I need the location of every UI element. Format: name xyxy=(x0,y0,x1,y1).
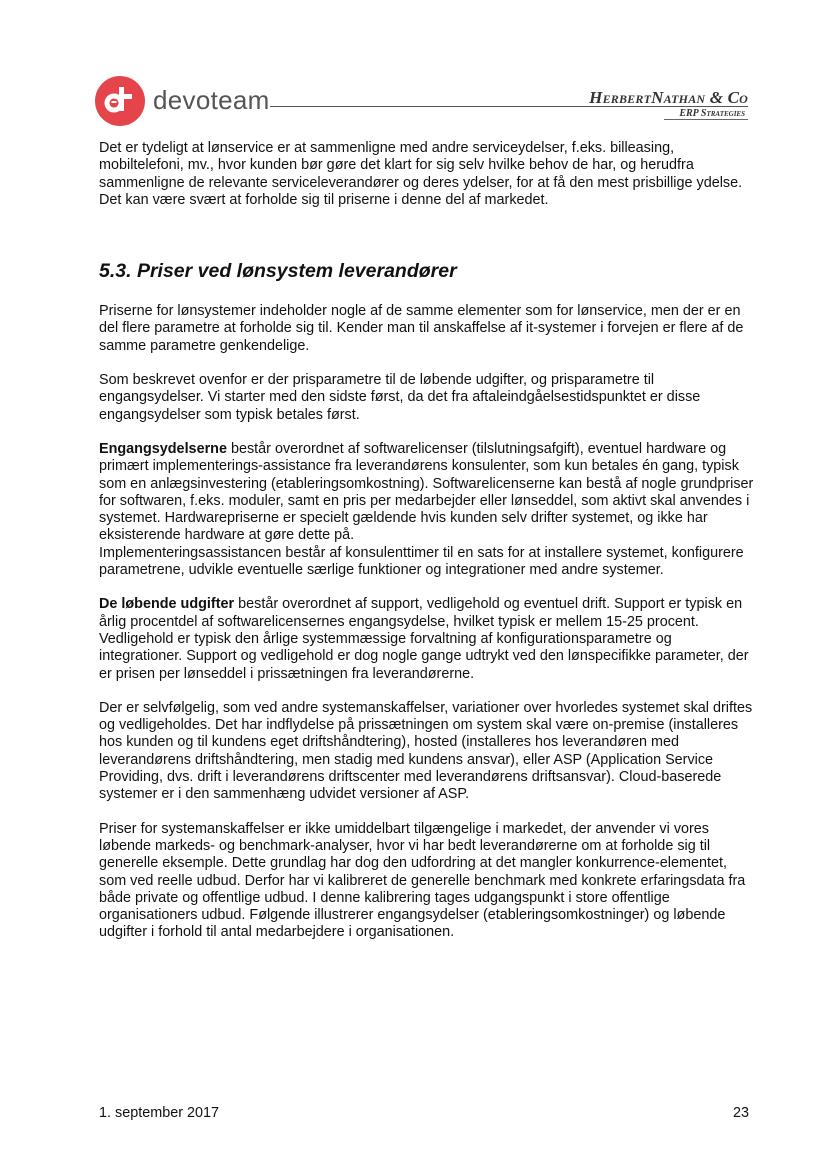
page-number: 23 xyxy=(732,1105,749,1121)
paragraph-3-text: består overordnet af softwarelicenser (tilslutningsafgift), eventuel hardware og primært implementerings-assistance fra leverandørens konsulenter, som kun betales én gang, typisk som en anlægsinvestering (etableringsomkostning). Softwarelicenserne kan bestå af nogle grundpriser for softwaren, f.eks. moduler, samt en pris per medarbejder eller lønseddel, som aktivt skal anvendes i systemet. Hardwarepriserne er specielt gældende hvis kunden selv drifter systemet, og ikke har eksisterende hardware at gøre dette på. xyxy=(99,440,754,544)
paragraph-3-text-2: Implementeringsassistancen består af konsulenttimer til en sats for at installere systemet, konfigurere parametrene, udvikle eventuelle særlige funktioner og integrationer med andre systemer. xyxy=(99,544,744,579)
paragraph-6: Priser for systemanskaffelser er ikke umiddelbart tilgængelige i markedet, der anvender vi vores løbende markeds- og benchmark-analyser, hvor vi har bedt leverandørerne om at forholde sig til generelle eksemple. Dette grundlag har dog den udfordring at det mangler konkurrence-elementet, som ved reelle udbud. Derfor har vi kalibreret de generelle benchmark med konkrete erfaringsdata fra både private og offentlige udbud. I denne kalibrering tages udgangspunkt i store offentlige organisationers udbud. Følgende illustrerer engangsydelser (etableringsomkostninger) og løbende udgifter i forhold til antal medarbejdere i organisationen. xyxy=(99,820,746,941)
paragraph-2: Som beskrevet ovenfor er der prisparametre til de løbende udgifter, og prisparametre til engangsydelser. Vi starter med den sidste først, da det fra aftaleindgåelsestidspunktet er disse engangsydelser som typisk betales først. xyxy=(99,372,701,423)
partner-logo-subtitle: ERP Strategies xyxy=(679,108,745,119)
page-body xyxy=(99,140,754,959)
paragraph-4 xyxy=(99,596,754,682)
paragraph-5: Der er selvfølgelig, som ved andre systemanskaffelser, variationer over hvorledes systemet skal driftes og vedligeholdes. Det har indflydelse på prissætningen om system skal være on-premise (installeres hos kunden og til kundens eget driftshåndtering), hosted (installeres hos leverandøren med leverandørens driftshåndtering, men stadig med kundens ansvar), eller ASP (Application Service Providing, dvs. drift i leverandørens driftscenter med leverandørens driftsansvar). Cloud-baserede systemer er i den sammenhæng udvidet versioner af ASP. xyxy=(99,699,753,803)
section-heading: 5.3. Priser ved lønsystem leverandører xyxy=(99,260,457,283)
paragraph-1: Priserne for lønsystemer indeholder nogle af de samme elementer som for lønservice, men der er en del flere parametre at forholde sig til. Kender man til anskaffelse af it-systemer i forvejen er flere af de samme parametre genkendelige. xyxy=(99,303,744,354)
paragraph-3 xyxy=(99,441,754,579)
paragraph-4-text: består overordnet af support, vedligehold og eventuel drift. Support er typisk en årlig procentdel af softwarelicensernes engangsydelse, hvilket typisk er mellem 15-25 procent. Vedligehold er typisk den årlige systemmæssige forvaltning af konfigurationsparametre og integrationer. Support og vedligehold er dog nogle gange udtrykt ved den lønspecifikke parameter, der er prisen per lønseddel i prissætningen fra leverandørerne. xyxy=(99,596,749,682)
page-header xyxy=(0,0,827,140)
logo-text: devoteam xyxy=(153,85,270,115)
intro-paragraph: Det er tydeligt at lønservice er at sammenligne med andre serviceydelser, f.eks. billeasing, mobiltelefoni, mv., hvor kunden bør gøre det klart for sig selv hvilke behov de har, og herudfra sammenligne de relevante serviceleverandører og deres ydelser, for at få den mest prisbillige ydelse. Det kan være svært at forholde sig til priserne i denne del af markedet. xyxy=(99,140,743,208)
paragraph-3-term: Engangsydelserne xyxy=(99,440,227,457)
paragraph-4-term: De løbende udgifter xyxy=(99,596,235,613)
devoteam-logo-icon xyxy=(95,76,145,126)
footer-date: 1. september 2017 xyxy=(99,1105,220,1121)
partner-logo-name: HerbertNathan & Co xyxy=(589,88,748,107)
partner-logo-underline xyxy=(664,119,748,120)
